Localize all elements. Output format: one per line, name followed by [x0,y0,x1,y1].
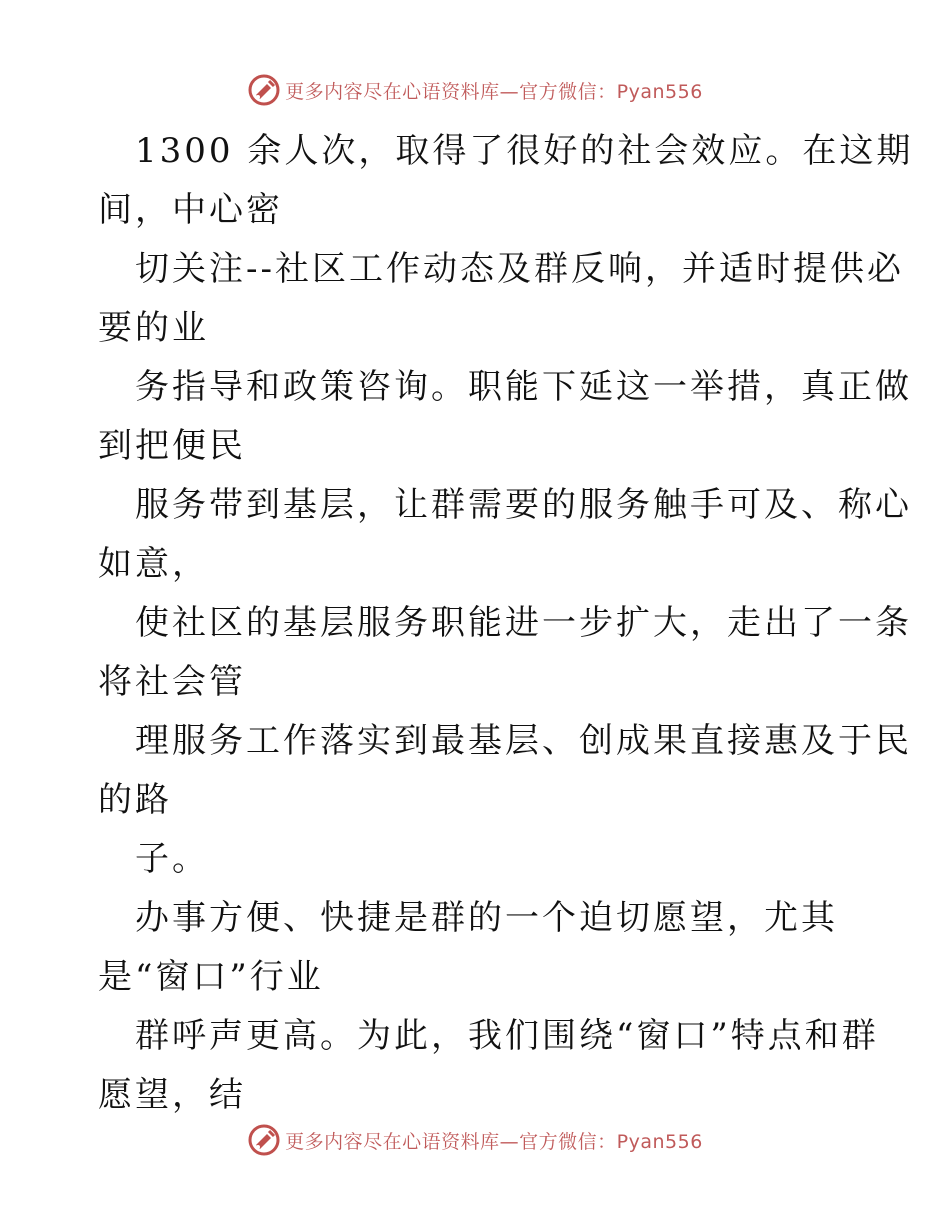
text-line: 子。 [135,839,209,879]
text-line: 服务带到基层，让群需要的服务触手可及、称心 [135,485,912,525]
text-line: 办事方便、快捷是群的一个迫切愿望，尤其 [135,898,838,938]
brand-logo-icon [247,1123,281,1157]
text-line: 将社会管 [98,662,246,702]
text-line: 到把便民 [98,426,246,466]
text-line: 的路 [98,780,172,820]
header-banner-text: 更多内容尽在心语资料库—官方微信：Pyan556 [285,80,703,103]
text-line: 1300 余人次，取得了很好的社会效应。在这期 [135,131,914,171]
text-line: 务指导和政策咨询。职能下延这一举措，真正做 [135,367,912,407]
document-body [98,122,914,1125]
text-line: 间，中心密 [98,190,283,230]
text-line: 理服务工作落实到最基层、创成果直接惠及于民 [135,721,912,761]
text-line: 是“窗口”行业 [98,957,324,997]
text-line: 切关注--社区工作动态及群反响，并适时提供必 [135,249,904,289]
text-line: 群呼声更高。为此，我们围绕“窗口”特点和群 [135,1016,879,1056]
text-line: 如意， [98,544,209,584]
header-banner [0,70,950,110]
footer-banner-text: 更多内容尽在心语资料库—官方微信：Pyan556 [285,1130,703,1153]
text-line: 愿望，结 [98,1075,246,1115]
text-line: 使社区的基层服务职能进一步扩大，走出了一条 [135,603,912,643]
footer-banner [0,1120,950,1160]
text-line: 要的业 [98,308,209,348]
brand-logo-icon [247,73,281,107]
